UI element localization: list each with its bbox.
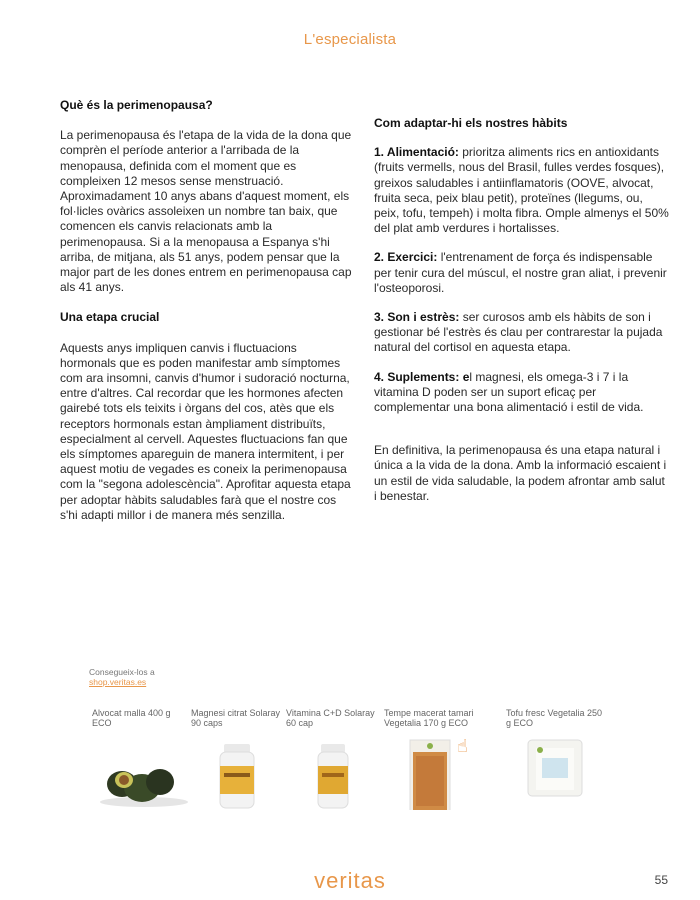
product-magnesium[interactable] [191,708,291,818]
heading-perimenopause: Què és la perimenopausa? [60,98,213,112]
pointing-hand-icon: ☝ [457,736,468,756]
supplement-bottle-image [286,736,386,810]
product-tempeh[interactable] [384,708,484,818]
left-column [60,98,352,537]
heading-crucial-stage: Una etapa crucial [60,310,160,325]
habit-text: ser curosos amb els hàbits de son i gestionar bé l'estrès és clau per contrarestar la pujada natural del cortisol en aquesta etapa. [374,310,663,355]
product-name: Tofu fresc Vegetalia 250 g ECO [506,708,603,728]
habit-label: 4. Suplements: e [374,369,470,384]
product-name: Tempe macerat tamari Vegetalia 170 g ECO [384,708,474,728]
product-name: Vitamina C+D Solaray 60 cap [286,708,375,728]
product-name: Magnesi citrat Solaray 90 caps [191,708,281,728]
habit-label: 2. Exercici: [374,250,438,265]
habit-label: 3. Son i estrès: [374,310,460,325]
tempeh-pack-image [384,736,484,810]
products-intro [89,667,155,687]
products-intro-text: Consegueix-los a [89,667,155,677]
habit-text: prioritza aliments rics en antioxidants (fruits vermells, nous del Brasil, fulles verdes fosques), greixos saludables i antiinflamatoris (OOVE, alvocat, fruita seca, peix blau petit), proteïnes (llegums, ou, peix, tofu, tempeh) i molta fibra. Omple almenys el 50% del plat amb verdures i hortalisses. [374,145,669,236]
tofu-pack-image [506,736,606,810]
product-vitamin-cd[interactable] [286,708,386,818]
avocado-image [92,736,192,810]
heading-habits: Com adaptar-hi els nostres hàbits [374,116,568,130]
habit-item-supplements [374,370,670,416]
habit-item-sleep [374,310,670,356]
habit-label: 1. Alimentació: [374,145,459,160]
paragraph-symptoms: Aquests anys impliquen canvis i fluctuacions hormonals que es poden manifestar amb símptomes com ara insomni, canvis d'humor i sudoració nocturna, entre d'altres. Cal recordar que les hormones afecten gairebé tots els teixits i òrgans del cos, atès que els receptors hormonals estan àmpliament distribuïts, especialment al cervell. Aquestes fluctuacions fan que els símptomes apareguin de manera intermitent, i per aquest motiu de vegades es coneix la perimenopausa com la "segona adolescència". Aprofitar aquesta etapa per adoptar hàbits saludables farà que el nostre cos s'hi adapti millor i de manera més senzilla. [60,340,351,522]
product-avocado[interactable] [92,708,192,818]
habit-text: l'entrenament de força és indispensable per tenir cura del múscul, el nostre gran aliat, i prevenir l'osteoporosi. [374,250,667,295]
paragraph-conclusion: En definitiva, la perimenopausa és una etapa natural i única a la vida de la dona. Amb la informació escaient i un estil de vida saludable, la podem afrontar amb salut i benestar. [374,443,667,503]
product-name: Alvocat malla 400 g ECO [92,708,171,728]
shop-link[interactable]: shop.veritas.es [89,677,147,687]
habit-item-nutrition [374,145,670,236]
right-column [374,116,670,518]
paragraph-definition: La perimenopausa és l'etapa de la vida de la dona que comprèn el període anterior a l'arribada de la menopausa, definida com el moment que es compleixen 12 mesos sense menstruació. Aproximadament 10 anys abans d'aquest moment, els fol·licles ovàrics assoleixen un nombre tan baix, que comencen els canvis relacionats amb la perimenopausa. Si a la menopausa a Espanya s'hi arriba, de mitjana, als 51 anys, podem pensar que la major part de les dones entrem en perimenopausa cap als 41 anys. [60,128,352,295]
product-tofu[interactable] [506,708,606,818]
habit-text: l magnesi, els omega-3 i 7 i la vitamina D poden ser un suport eficaç per complementar una bona alimentació i estil de vida. [374,369,644,415]
habit-item-exercise [374,250,670,296]
supplement-bottle-image [191,736,291,810]
veritas-logo: veritas [314,868,386,890]
product-strip [86,708,606,818]
page-number: 55 [654,873,668,887]
section-title: L'especialista [303,31,397,48]
